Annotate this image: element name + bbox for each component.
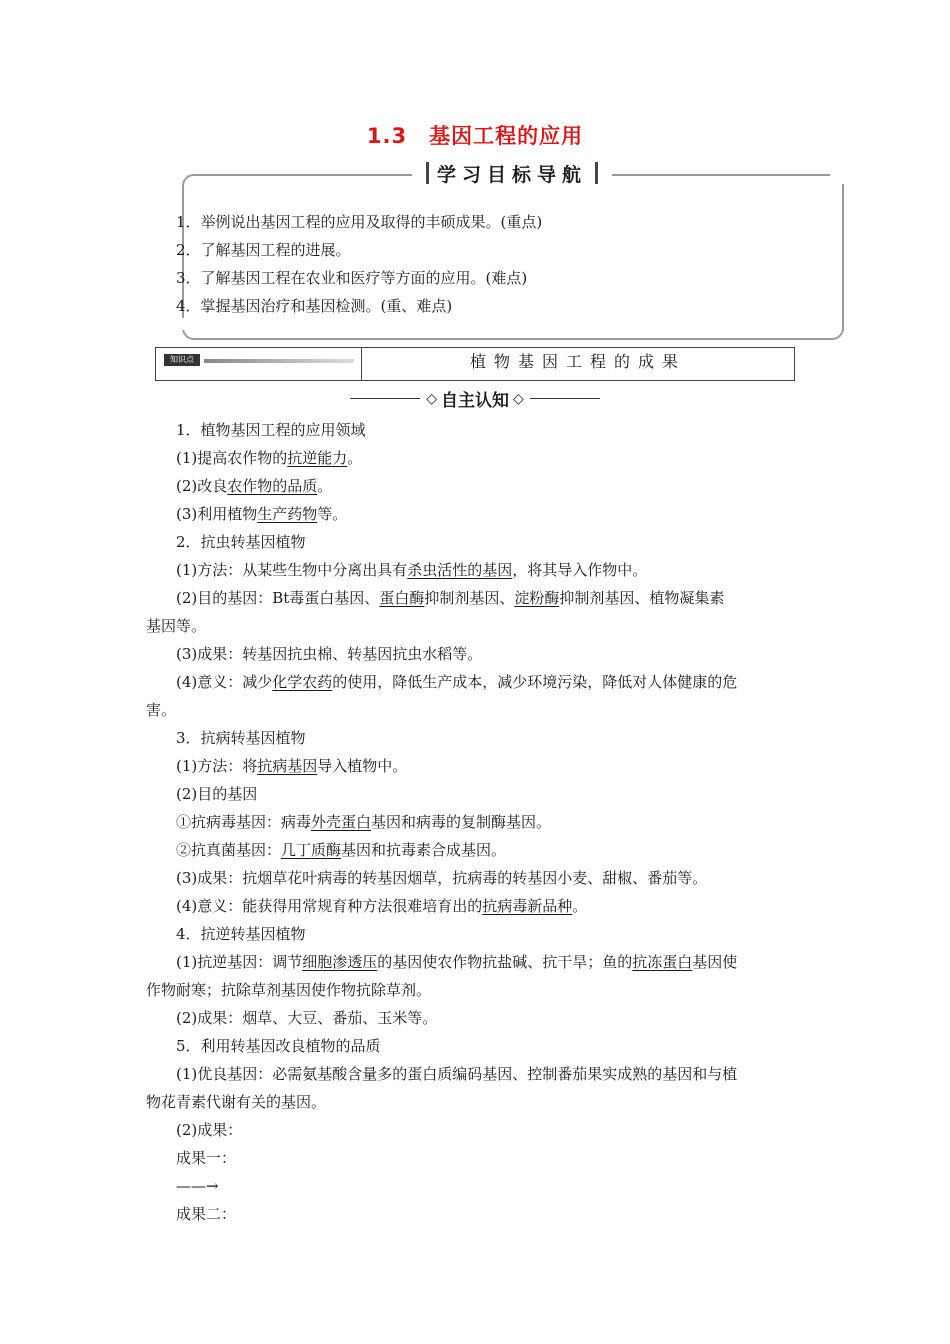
text-line: 害。 bbox=[146, 701, 177, 719]
objectives-banner bbox=[412, 156, 612, 190]
arrow-line: ——→ bbox=[176, 1177, 219, 1195]
text-line: 基因等。 bbox=[146, 617, 207, 635]
subheading-label: 自主认知 bbox=[441, 391, 509, 411]
diamond-icon: ◇ bbox=[426, 390, 437, 407]
section-tag: 知识点 bbox=[164, 354, 200, 366]
text-line: 成果二： bbox=[176, 1205, 237, 1223]
text-line: (2)成果：烟草、大豆、番茄、玉米等。 bbox=[176, 1009, 438, 1027]
text-line: (2)成果： bbox=[176, 1121, 243, 1139]
text-line: (1)提高农作物的抗逆能力。 bbox=[176, 449, 363, 467]
objectives-banner-label: 学习目标导航 bbox=[436, 163, 587, 186]
objective-item: 3．了解基因工程在农业和医疗等方面的应用。(难点) bbox=[176, 269, 528, 287]
subheading bbox=[0, 386, 950, 411]
text-line: (2)改良农作物的品质。 bbox=[176, 477, 333, 495]
text-line: (4)意义：减少化学农药的使用，降低生产成本，减少环境污染，降低对人体健康的危 bbox=[176, 673, 738, 691]
text-line: 作物耐寒；抗除草剂基因使作物抗除草剂。 bbox=[146, 981, 432, 999]
text-line: ②抗真菌基因：几丁质酶基因和抗毒素合成基因。 bbox=[176, 841, 507, 859]
objectives-list bbox=[176, 208, 542, 320]
text-line: (1)优良基因：必需氨基酸含量多的蛋白质编码基因、控制番茄果实成熟的基因和与植 bbox=[176, 1065, 738, 1083]
objective-item: 2．了解基因工程的进展。 bbox=[176, 241, 351, 259]
text-line: (4)意义：能获得用常规育种方法很难培育出的抗病毒新品种。 bbox=[176, 897, 588, 915]
text-line: 物花青素代谢有关的基因。 bbox=[146, 1093, 327, 1111]
text-line: 2．抗虫转基因植物 bbox=[176, 533, 306, 551]
text-line: (3)利用植物生产药物等。 bbox=[176, 505, 348, 523]
page-title: 1.3 基因工程的应用 bbox=[366, 124, 584, 148]
section-tag-line bbox=[204, 359, 354, 363]
text-line: (1)方法：从某些生物中分离出具有杀虫活性的基因，将其导入作物中。 bbox=[176, 561, 648, 579]
text-line: (3)成果：抗烟草花叶病毒的转基因烟草，抗病毒的转基因小麦、甜椒、番茄等。 bbox=[176, 869, 708, 887]
text-line: (1)抗逆基因：调节细胞渗透压的基因使农作物抗盐碱、抗干旱；鱼的抗冻蛋白基因使 bbox=[176, 953, 738, 971]
text-line: 3．抗病转基因植物 bbox=[176, 729, 306, 747]
section-header bbox=[155, 347, 795, 381]
objective-item: 1．举例说出基因工程的应用及取得的丰硕成果。(重点) bbox=[176, 213, 543, 231]
text-line: (1)方法：将抗病基因导入植物中。 bbox=[176, 757, 408, 775]
objective-item: 4．掌握基因治疗和基因检测。(重、难点) bbox=[176, 297, 453, 315]
text-line: 4．抗逆转基因植物 bbox=[176, 925, 306, 943]
diamond-icon: ◇ bbox=[513, 390, 524, 407]
text-line: (2)目的基因 bbox=[176, 785, 258, 803]
section-tag-cell bbox=[156, 348, 362, 380]
text-line: ①抗病毒基因：病毒外壳蛋白基因和病毒的复制酶基因。 bbox=[176, 813, 552, 831]
text-line: 成果一： bbox=[176, 1149, 237, 1167]
section-title: 植物基因工程的成果 bbox=[469, 352, 686, 371]
content-body bbox=[146, 416, 806, 1228]
text-line: (2)目的基因：Bt毒蛋白基因、蛋白酶抑制剂基因、淀粉酶抑制剂基因、植物凝集素 bbox=[176, 589, 725, 607]
text-line: 1．植物基因工程的应用领域 bbox=[176, 421, 366, 439]
text-line: (3)成果：转基因抗虫棉、转基因抗虫水稻等。 bbox=[176, 645, 483, 663]
text-line: 5．利用转基因改良植物的品质 bbox=[176, 1037, 381, 1055]
